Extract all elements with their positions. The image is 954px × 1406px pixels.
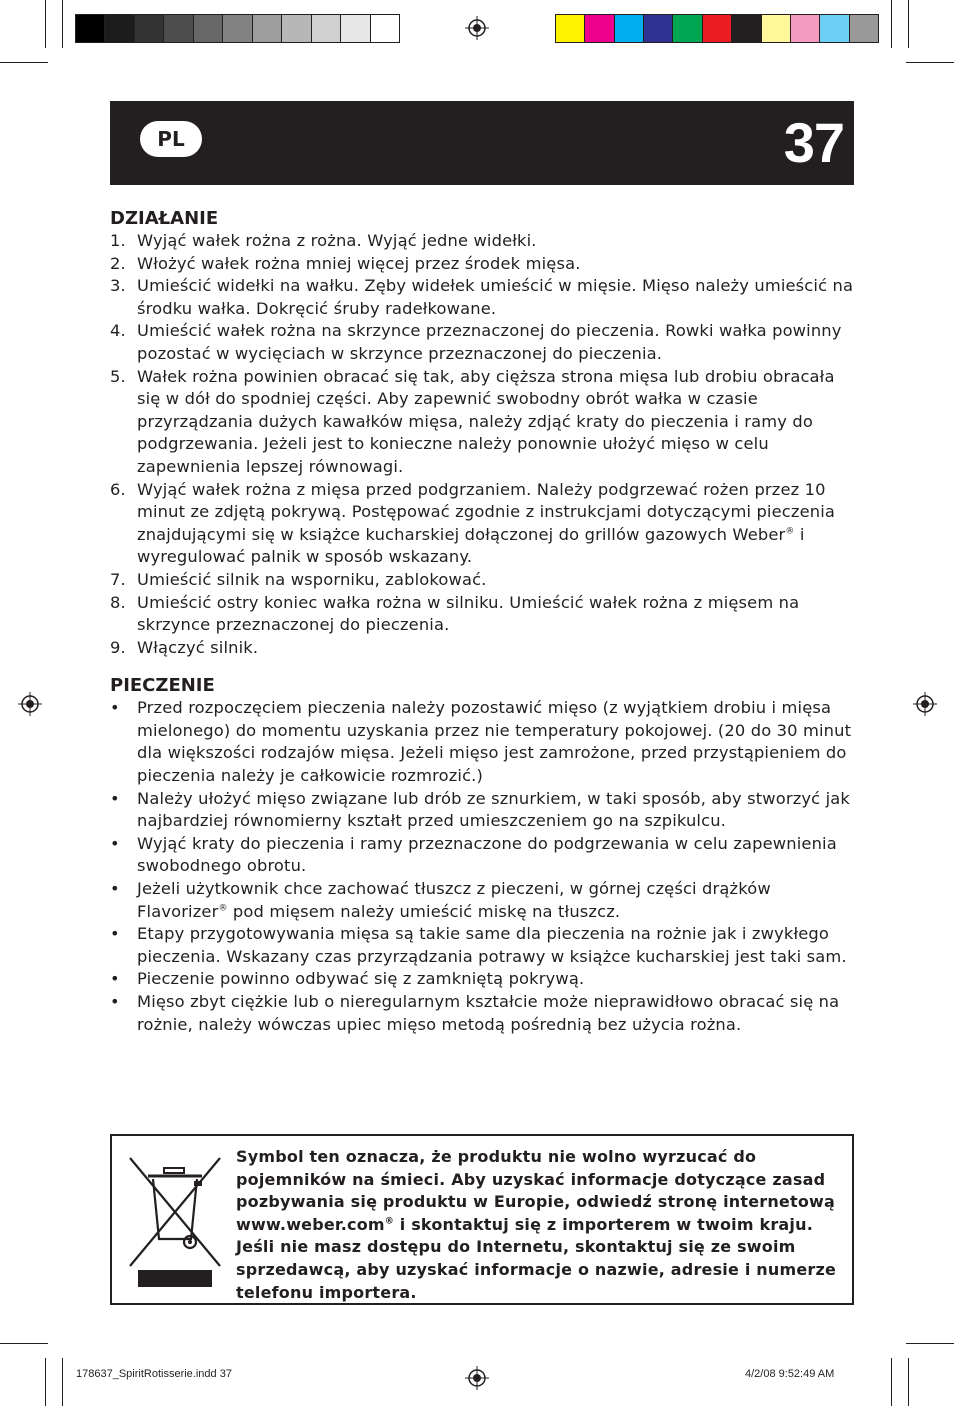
- color-swatch: [585, 15, 614, 42]
- tip-item: [110, 968, 854, 991]
- color-swatch: [703, 15, 732, 42]
- color-swatch: [732, 15, 761, 42]
- section-title-dzialanie: DZIAŁANIE: [110, 208, 219, 229]
- color-swatch: [105, 15, 134, 42]
- step-number: 8.: [110, 592, 126, 612]
- step-item: [110, 320, 854, 365]
- registered-mark: ®: [218, 903, 228, 914]
- step-text: Wałek rożna powinien obracać się tak, aby cięższa strona mięsa lub drobiu obracała się w dół do spodniej części. Aby zapewnić swobodny obrót wałka w czasie przyrządzania dużych kawałków mięsa, należy zdjąć kraty do pieczenia i ramy do podgrzewania. Jeżeli jest to konieczne należy ponownie ułożyć mięso w celu zapewnienia lepszej równowagi.: [137, 366, 835, 476]
- step-number: 1.: [110, 231, 126, 250]
- step-text: Włożyć wałek rożna mniej więcej przez środek mięsa.: [137, 253, 581, 273]
- color-swatch: [644, 15, 673, 42]
- registered-mark: ®: [785, 526, 795, 537]
- step-number: 9.: [110, 637, 126, 657]
- crop-mark: [906, 62, 954, 63]
- weee-solid-bar: [138, 1270, 212, 1287]
- color-swatch: [791, 15, 820, 42]
- color-swatch: [223, 15, 252, 42]
- color-swatch: [194, 15, 223, 42]
- step-text: Umieścić silnik na wsporniku, zablokować.: [137, 569, 487, 589]
- disposal-notice-box: [110, 1134, 854, 1305]
- steps-list: [110, 230, 854, 659]
- step-number: 7.: [110, 569, 126, 589]
- crossed-out-wheelie-bin-icon: [128, 1154, 222, 1272]
- color-swatch: [820, 15, 849, 42]
- step-text: Włączyć silnik.: [137, 637, 259, 657]
- crop-mark: [891, 0, 892, 48]
- process-color-bar: [555, 14, 879, 43]
- bullet-icon: •: [110, 992, 120, 1011]
- grayscale-color-bar: [75, 14, 400, 43]
- color-swatch: [253, 15, 282, 42]
- tip-item: [110, 833, 854, 878]
- bullet-icon: •: [110, 833, 120, 853]
- step-item: [110, 275, 854, 320]
- crop-mark: [906, 1343, 954, 1344]
- color-swatch: [762, 15, 791, 42]
- crop-mark: [891, 1358, 892, 1406]
- step-text: Wyjąć wałek rożna z rożna. Wyjąć jedne widełki.: [137, 231, 537, 250]
- tip-text: Należy ułożyć mięso związane lub drób ze sznurkiem, w taki sposób, aby stworzyć jak najbardziej równomierny kształt przed umieszczeniem go na szpikulcu.: [137, 788, 850, 831]
- language-badge: PL: [140, 121, 202, 157]
- crop-mark: [62, 1358, 63, 1406]
- footer-date-slug: 4/2/08 9:52:49 AM: [745, 1368, 835, 1380]
- step-number: 3.: [110, 276, 126, 296]
- color-swatch: [556, 15, 585, 42]
- registered-mark: ®: [384, 1216, 394, 1227]
- registration-mark-icon: [18, 692, 42, 716]
- tip-text-cont: pod mięsem należy umieścić miskę na tłuszcz.: [227, 901, 621, 921]
- bullet-icon: •: [110, 788, 120, 808]
- step-item: [110, 479, 854, 569]
- bullet-icon: •: [110, 698, 120, 718]
- tip-item: [110, 878, 854, 923]
- page-header-band: [110, 101, 854, 185]
- crop-mark: [0, 1343, 48, 1344]
- tip-text: Mięso zbyt ciężkie lub o nieregularnym kształcie może nieprawidłowo obracać się na rożnie, należy wówczas upiec mięso metodą pośrednią bez użycia rożna.: [137, 992, 840, 1034]
- tip-item: [110, 991, 854, 1036]
- step-item: [110, 569, 854, 592]
- tip-item: [110, 923, 854, 968]
- step-text-cont: i wyregulować palnik w sposób wskazany.: [137, 524, 805, 567]
- step-number: 5.: [110, 366, 126, 386]
- color-swatch: [76, 15, 105, 42]
- step-text: Umieścić wałek rożna na skrzynce przeznaczonej do pieczenia. Rowki wałka powinny pozostać w wycięciach w skrzynce przeznaczonej do pieczenia.: [137, 321, 842, 363]
- section-title-pieczenie: PIECZENIE: [110, 675, 215, 697]
- step-text: Umieścić ostry koniec wałka rożna w silniku. Umieścić wałek rożna z mięsem na skrzynce przeznaczonej do pieczenia.: [137, 592, 800, 635]
- tip-text: Pieczenie powinno odbywać się z zamkniętą pokrywą.: [137, 969, 585, 989]
- disposal-notice-text: Symbol ten oznacza, że produktu nie wolno wyrzucać do pojemników na śmieci. Aby uzyskać informacje dotyczące zasad pozbywania się produktu w Europie, odwiedź stronę internetową www.weber.com® i skontaktuj się z importerem w twoim kraju. Jeśli nie masz dostępu do Internetu, skontaktuj się ze swoim sprzedawcą, aby uzyskać informacje o nazwie, adresie i numerze telefonu importera.: [236, 1147, 837, 1302]
- tip-text: Przed rozpoczęciem pieczenia należy pozostawić mięso (z wyjątkiem drobiu i mięsa mielonego) do momentu uzyskania przez nie temperatury pokojowej. (20 do 30 minut dla większości rodzajów mięsa. Jeżeli mięso jest zamrożone, przed przystąpieniem do pieczenia należy je całkowicie rozmrozić.): [137, 698, 852, 786]
- tip-text: Jeżeli użytkownik chce zachować tłuszcz z pieczeni, w górnej części drążków Flavorizer: [137, 879, 771, 921]
- bullet-icon: •: [110, 879, 120, 899]
- tip-item: [110, 788, 854, 833]
- step-number: 6.: [110, 479, 126, 499]
- tip-text: Etapy przygotowywania mięsa są takie same dla pieczenia na rożnie jak i zwykłego pieczenia. Wskazany czas przyrządzania potrawy w książce kucharskiej jest taki sam.: [137, 924, 847, 966]
- color-swatch: [673, 15, 702, 42]
- bullet-icon: •: [110, 924, 120, 944]
- crop-mark: [45, 0, 46, 48]
- crop-mark: [0, 62, 48, 63]
- footer-file-slug: 178637_SpiritRotisserie.indd 37: [76, 1368, 232, 1380]
- color-swatch: [341, 15, 370, 42]
- registration-mark-icon: [465, 16, 489, 40]
- color-swatch: [615, 15, 644, 42]
- step-text: Wyjąć wałek rożna z mięsa przed podgrzaniem. Należy podgrzewać rożen przez 10 minut ze zdjętą pokrywą. Postępować zgodnie z instrukcjami dotyczącymi pieczenia znajdującymi się w książce kucharskiej dołączonej do grillów gazowych Weber: [137, 479, 836, 544]
- color-swatch: [312, 15, 341, 42]
- step-item: [110, 230, 854, 253]
- main-content: [110, 208, 854, 1036]
- tip-item: [110, 697, 854, 787]
- tips-list: [110, 697, 854, 1036]
- color-swatch: [282, 15, 311, 42]
- registration-mark-icon: [913, 692, 937, 716]
- crop-mark: [908, 0, 909, 48]
- step-number: 4.: [110, 321, 126, 341]
- step-text: Umieścić widełki na wałku. Zęby widełek umieścić w mięsie. Mięso należy umieścić na środku wałka. Dokręcić śruby radełkowane.: [137, 276, 854, 318]
- color-swatch: [164, 15, 193, 42]
- color-swatch: [135, 15, 164, 42]
- step-number: 2.: [110, 253, 126, 273]
- step-item: [110, 637, 854, 660]
- color-swatch: [850, 15, 878, 42]
- crop-mark: [45, 1358, 46, 1406]
- step-item: [110, 592, 854, 637]
- crop-mark: [908, 1358, 909, 1406]
- tip-text: Wyjąć kraty do pieczenia i ramy przeznaczone do podgrzewania w celu zapewnienia swobodnego obrotu.: [137, 833, 837, 876]
- registration-mark-icon: [465, 1366, 489, 1390]
- step-item: [110, 366, 854, 479]
- color-swatch: [371, 15, 399, 42]
- crop-mark: [62, 0, 63, 48]
- step-item: [110, 253, 854, 276]
- page-number: 37: [783, 111, 844, 174]
- bullet-icon: •: [110, 969, 120, 989]
